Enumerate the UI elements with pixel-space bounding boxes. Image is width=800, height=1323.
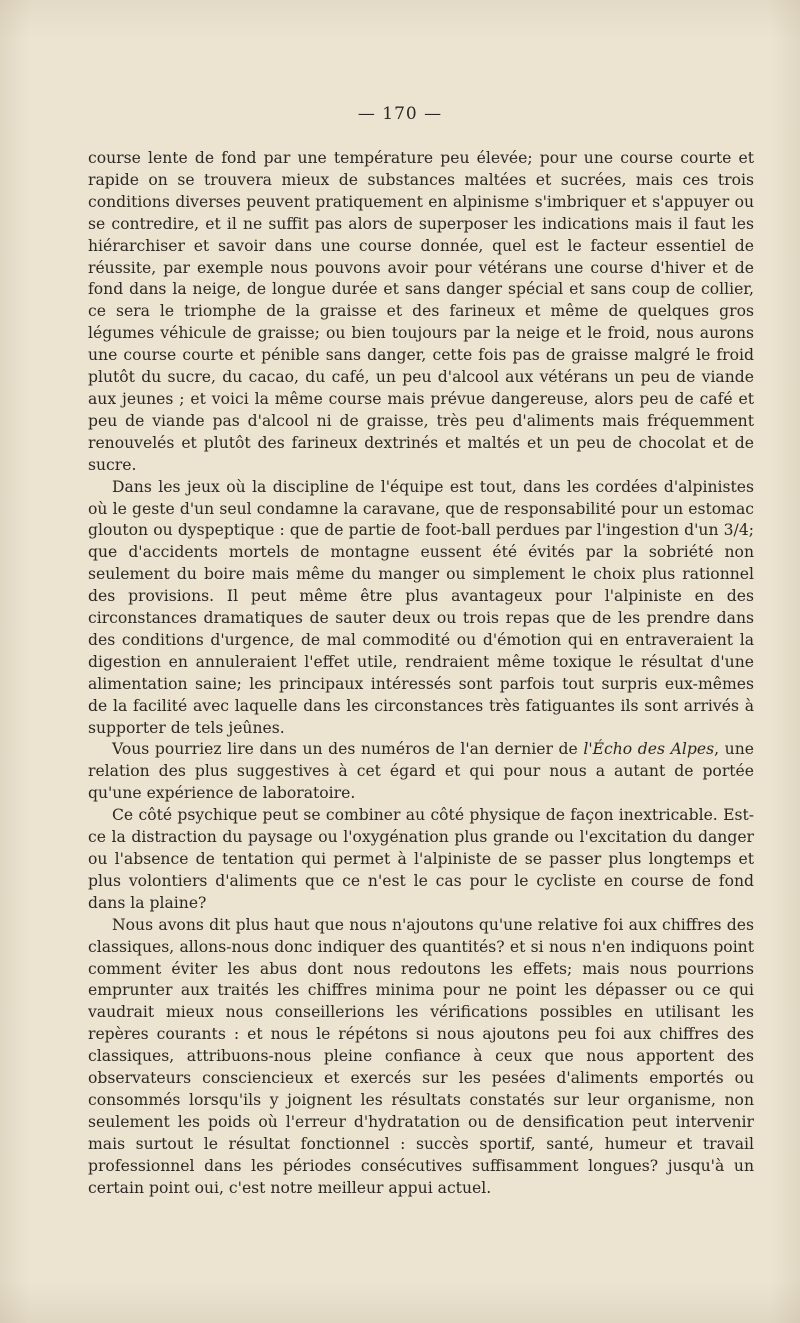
page-number: — 170 — [357, 104, 443, 124]
paragraph-4: Ce côté psychique peut se combiner au côté physique de façon inextricable. Est-ce la distraction du paysage ou l'oxygénation plus grande ou l'excitation du danger ou l'absence de tentation qui permet à l'alpiniste de se passer plus longtemps et plus volontiers d'aliments que ce n'est le cas pour le cycliste en course de fond dans la plaine? [88, 806, 754, 912]
paragraph-3-after: , une relation des plus suggestives à cet égard et qui pour nous a autant de portée qu'une expérience de laboratoire. [88, 740, 754, 803]
paragraph-1: course lente de fond par une température peu élevée; pour une course courte et rapide on se trouvera mieux de substances maltées et sucrées, mais ces trois conditions diverses peuvent pratiquement en alpinisme s'imbriquer et s'appuyer ou se contredire, et il ne suffit pas alors de superposer les indications mais il faut les hiérarchiser et savoir dans une course donnée, quel est le facteur essentiel de réussite, par exemple nous pouvons avoir pour vétérans une course d'hiver et de fond dans la neige, de longue durée et sans danger spécial et sans coup de collier, ce sera le triomphe de la graisse et des farineux et même de quelques gros légumes véhicule de graisse; ou bien toujours par la neige et le froid, nous aurons une course courte et pénible sans danger, cette fois pas de graisse malgré le froid plutôt du sucre, du cacao, du café, un peu d'alcool aux vétérans un peu de viande aux jeunes ; et voici la même course mais prévue dangereuse, alors peu de café et peu de viande pas d'alcool ni de graisse, très peu d'aliments mais fréquemment renouvelés et plutôt des farineux dextrinés et maltés et un peu de chocolat et de sucre. [88, 149, 754, 474]
body-text [88, 148, 754, 1200]
paragraph-3-before: Vous pourriez lire dans un des numéros de l'an dernier de [112, 740, 584, 759]
journal-title: l'Écho des Alpes [583, 740, 715, 759]
paragraph-2: Dans les jeux où la discipline de l'équipe est tout, dans les cordées d'alpinistes où le geste d'un seul condamne la caravane, que de responsabilité pour un estomac glouton ou dyspeptique : que de partie de foot-ball perdues par l'ingestion d'un 3/4; que d'accidents mortels de montagne eussent été évités par la sobriété non seulement du boire mais même du manger ou simplement le choix plus rationnel des provisions. Il peut même être plus avantageux pour l'alpiniste en des circonstances dramatiques de sauter deux ou trois repas que de les prendre dans des conditions d'urgence, de mal commodité ou d'émotion qui en entraveraient la digestion en annuleraient l'effet utile, rendraient même toxique le résultat d'une alimentation saine; les principaux intéressés sont parfois tout surpris eux-mêmes de la facilité avec laquelle dans les circonstances très fatiguantes ils sont arrivés à supporter de tels jeûnes. [88, 477, 754, 737]
paragraph-5: Nous avons dit plus haut que nous n'ajoutons qu'une relative foi aux chiffres des classiques, allons-nous donc indiquer des quantités? et si nous n'en indiquons point comment éviter les abus dont nous redoutons les effets; mais nous pourrions emprunter aux traités les chiffres minima pour ne point les dépasser ou ce qui vaudrait mieux nous conseillerions les vérifications possibles en utilisant les repères courants : et nous le répétons si nous ajoutons peu foi aux chiffres des classiques, attribuons-nous pleine confiance à ceux que nous apportent des observateurs consciencieux et exercés sur les pesées d'aliments emportés ou consommés lorsqu'ils y joignent les résultats constatés sur leur organisme, non seulement les poids où l'erreur d'hydratation ou de densification peut intervenir mais surtout le résultat fonctionnel : succès sportif, santé, humeur et travail professionnel dans les périodes consécutives suffisamment longues? jusqu'à un certain point oui, c'est notre meilleur appui actuel. [88, 915, 754, 1197]
paragraph-3 [88, 739, 754, 805]
